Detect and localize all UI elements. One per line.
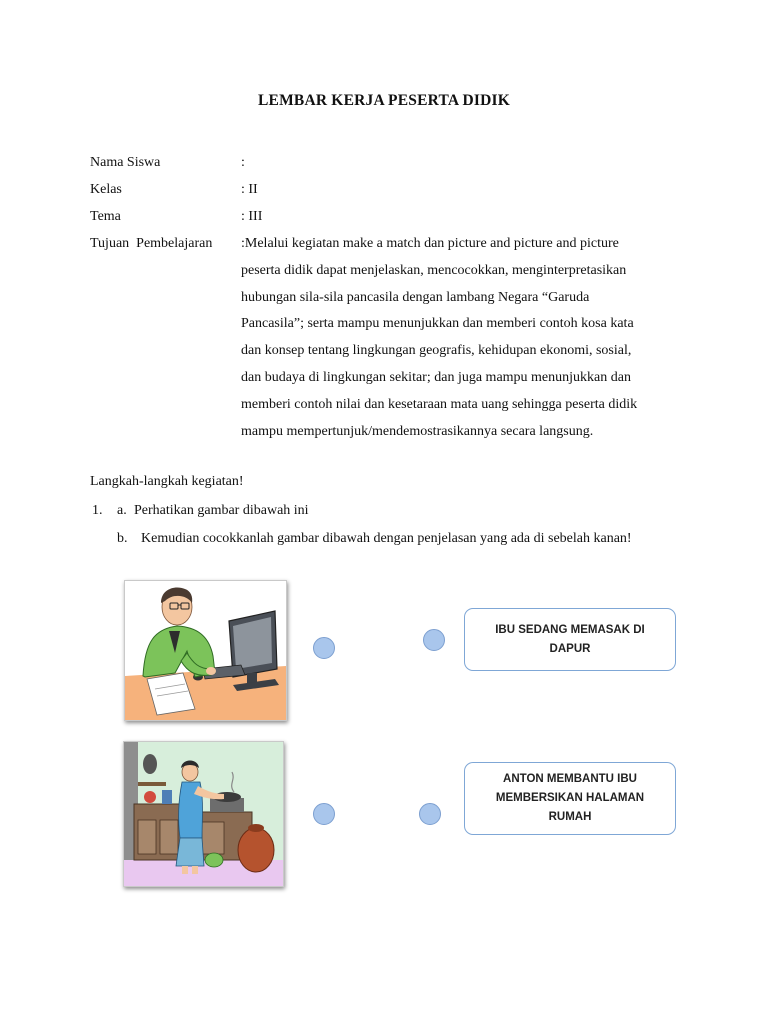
steps-heading: Langkah-langkah kegiatan!: [90, 474, 244, 489]
step-b-text: Kemudian cocokkanlah gambar dibawah dengan penjelasan yang ada di sebelah kanan!: [141, 531, 632, 546]
field-value-kelas: : II: [241, 182, 258, 197]
step-number: 1.: [92, 503, 103, 518]
match-dot-left-1[interactable]: [313, 637, 335, 659]
objective-line: hubungan sila-sila pancasila dengan lambang Negara “Garuda: [241, 289, 590, 305]
objective-line: dan konsep tentang lingkungan geografis, kehidupan ekonomi, sosial,: [241, 343, 632, 359]
match-card-2-text: ANTON MEMBANTU IBU MEMBERSIKAN HALAMAN RUMAH: [495, 773, 645, 823]
match-dot-left-2[interactable]: [313, 803, 335, 825]
learning-objective-text: [241, 231, 681, 445]
step-a-marker: a.: [117, 503, 127, 518]
objective-line: memberi contoh nilai dan kesetaraan mata uang sehingga peserta didik: [241, 396, 638, 412]
field-label-kelas: Kelas: [90, 182, 122, 197]
objective-line: peserta didik dapat menjelaskan, mencocokkan, menginterpretasikan: [241, 262, 627, 278]
field-label-nama: Nama Siswa: [90, 155, 161, 170]
step-a-text: Perhatikan gambar dibawah ini: [134, 503, 309, 518]
kitchen-illustration: [124, 742, 283, 886]
match-card-1-text: IBU SEDANG MEMASAK DI DAPUR: [495, 623, 645, 655]
field-value-nama: :: [241, 155, 245, 170]
picture-man-at-computer: [124, 580, 287, 721]
objective-line: dan budaya di lingkungan sekitar; dan juga mampu menunjukkan dan: [241, 369, 631, 385]
objective-line: :Melalui kegiatan make a match dan picture and picture and picture: [241, 236, 619, 251]
field-value-tema: : III: [241, 209, 263, 224]
office-worker-illustration: [125, 581, 286, 720]
field-label-tema: Tema: [90, 209, 121, 224]
step-b-marker: b.: [117, 531, 128, 546]
match-dot-right-1[interactable]: [423, 629, 445, 651]
objective-line: Pancasila”; serta mampu menunjukkan dan memberi contoh kosa kata: [241, 316, 634, 332]
field-label-tujuan: Tujuan Pembelajaran: [90, 236, 213, 251]
picture-woman-cooking: [123, 741, 284, 887]
page-title: LEMBAR KERJA PESERTA DIDIK: [258, 92, 510, 109]
match-dot-right-2[interactable]: [419, 803, 441, 825]
objective-line: mampu mempertunjuk/mendemostrasikannya secara langsung.: [241, 423, 594, 439]
match-card-1[interactable]: [464, 608, 676, 671]
match-card-2[interactable]: [464, 762, 676, 835]
